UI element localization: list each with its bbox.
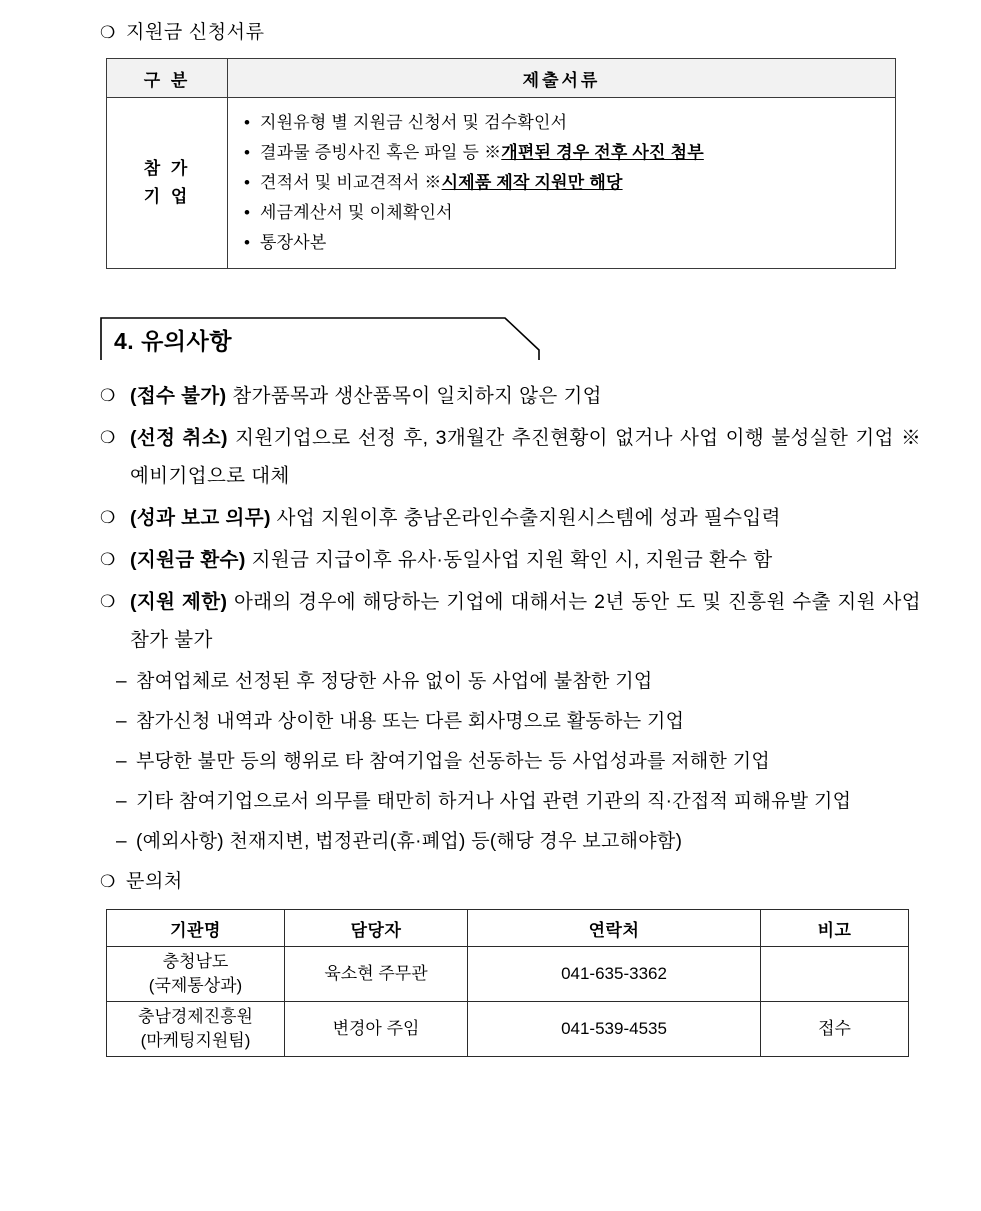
notice-sub-text: 참여업체로 선정된 후 정당한 사유 없이 동 사업에 불참한 기업 [136,671,653,692]
notice-sub-text: 부당한 불만 등의 행위로 타 참여기업을 선동하는 등 사업성과를 저해한 기업 [136,751,771,772]
cell-organization [107,947,285,1002]
contact-heading [100,867,921,897]
cell-note: 접수 [761,1002,909,1057]
notice-text: (지원 제한) 아래의 경우에 해당하는 기업에 대해서는 2년 동안 도 및 진흥원 수출 지원 사업 참가 불가 [130,591,921,651]
section-heading-banner [100,317,540,361]
dash-bullet-icon: – [116,711,127,732]
circle-bullet-icon: ❍ [100,386,116,405]
circle-bullet-icon: ❍ [100,592,116,611]
notice-sub-item [100,663,921,701]
notice-sub-text: (예외사항) 천재지변, 법정관리(휴·폐업) 등(해당 경우 보고해야함) [136,831,683,852]
notice-sub-item [100,823,921,861]
notice-sub-item [100,743,921,781]
org-dept: (마케팅지원팀) [140,1031,251,1050]
notice-sub-text: 기타 참여기업으로서 의무를 태만히 하거나 사업 관련 기관의 직·간접적 피해유발 기업 [136,791,852,812]
org-name: 충남경제진흥원 [138,1007,253,1026]
list-item: • 견적서 및 비교견적서 ※시제품 제작 지원만 해당 [244,168,895,198]
circle-bullet-icon: ❍ [100,508,116,527]
notice-item [100,499,921,537]
notice-list [100,377,921,861]
circle-bullet-icon: ❍ [100,23,116,42]
header-person: 담당자 [285,910,468,947]
notice-sub-item [100,703,921,741]
notice-sub-item [100,783,921,821]
dash-bullet-icon: – [116,791,127,812]
notice-item [100,583,921,659]
table-row [107,98,896,269]
header-phone: 연락처 [468,910,761,947]
contact-table [106,909,909,1057]
cell-organization [107,1002,285,1057]
list-item: • 결과물 증빙사진 혹은 파일 등 ※개편된 경우 전후 사진 첨부 [244,138,895,168]
table-header-row [107,59,896,98]
row-label-participant [107,98,228,269]
dash-bullet-icon: – [116,751,127,772]
section-number: 4. [114,328,135,354]
circle-bullet-icon: ❍ [100,872,116,891]
header-note: 비고 [761,910,909,947]
dash-bullet-icon: – [116,671,127,692]
notice-text: (성과 보고 의무) 사업 지원이후 충남온라인수출지원시스템에 성과 필수입력 [130,507,781,529]
circle-bullet-icon: ❍ [100,428,116,447]
cell-phone: 041-635-3362 [468,947,761,1002]
dash-bullet-icon: – [116,831,127,852]
list-item: • 지원유형 별 지원금 신청서 및 검수확인서 [244,108,895,138]
notice-item [100,541,921,579]
table-row [107,1002,909,1057]
documents-cell [228,98,896,269]
notice-text: (지원금 환수) 지원금 지급이후 유사·동일사업 지원 확인 시, 지원금 환수 함 [130,549,773,571]
cell-person: 변경아 주임 [285,1002,468,1057]
circle-bullet-icon: ❍ [100,550,116,569]
row-label-line1: 참 가 [143,159,191,178]
notice-item [100,419,921,495]
list-item: • 통장사본 [244,228,895,258]
table-row [107,947,909,1002]
header-gubun: 구 분 [107,59,228,98]
row-label-line2: 기 업 [143,187,191,206]
documents-list [228,98,895,268]
org-name: 충청남도 [162,952,229,971]
notice-text: (선정 취소) 지원기업으로 선정 후, 3개월간 추진현황이 없거나 사업 이행 불성실한 기업 ※예비기업으로 대체 [130,427,921,487]
notice-item [100,377,921,415]
documents-heading-label: 지원금 신청서류 [126,22,265,43]
notice-text: (접수 불가) 참가품목과 생산품목이 일치하지 않은 기업 [130,385,602,407]
required-documents-table [106,58,896,269]
list-item: • 세금계산서 및 이체확인서 [244,198,895,228]
section-title: 유의사항 [141,328,232,354]
org-dept: (국제통상과) [148,976,243,995]
documents-heading [100,18,921,48]
contact-heading-label: 문의처 [126,871,183,892]
cell-phone: 041-539-4535 [468,1002,761,1057]
header-documents: 제출서류 [228,59,896,98]
section-heading-text [114,323,232,356]
cell-note [761,947,909,1002]
header-organization: 기관명 [107,910,285,947]
table-header-row [107,910,909,947]
notice-sub-text: 참가신청 내역과 상이한 내용 또는 다른 회사명으로 활동하는 기업 [136,711,685,732]
cell-person: 육소현 주무관 [285,947,468,1002]
